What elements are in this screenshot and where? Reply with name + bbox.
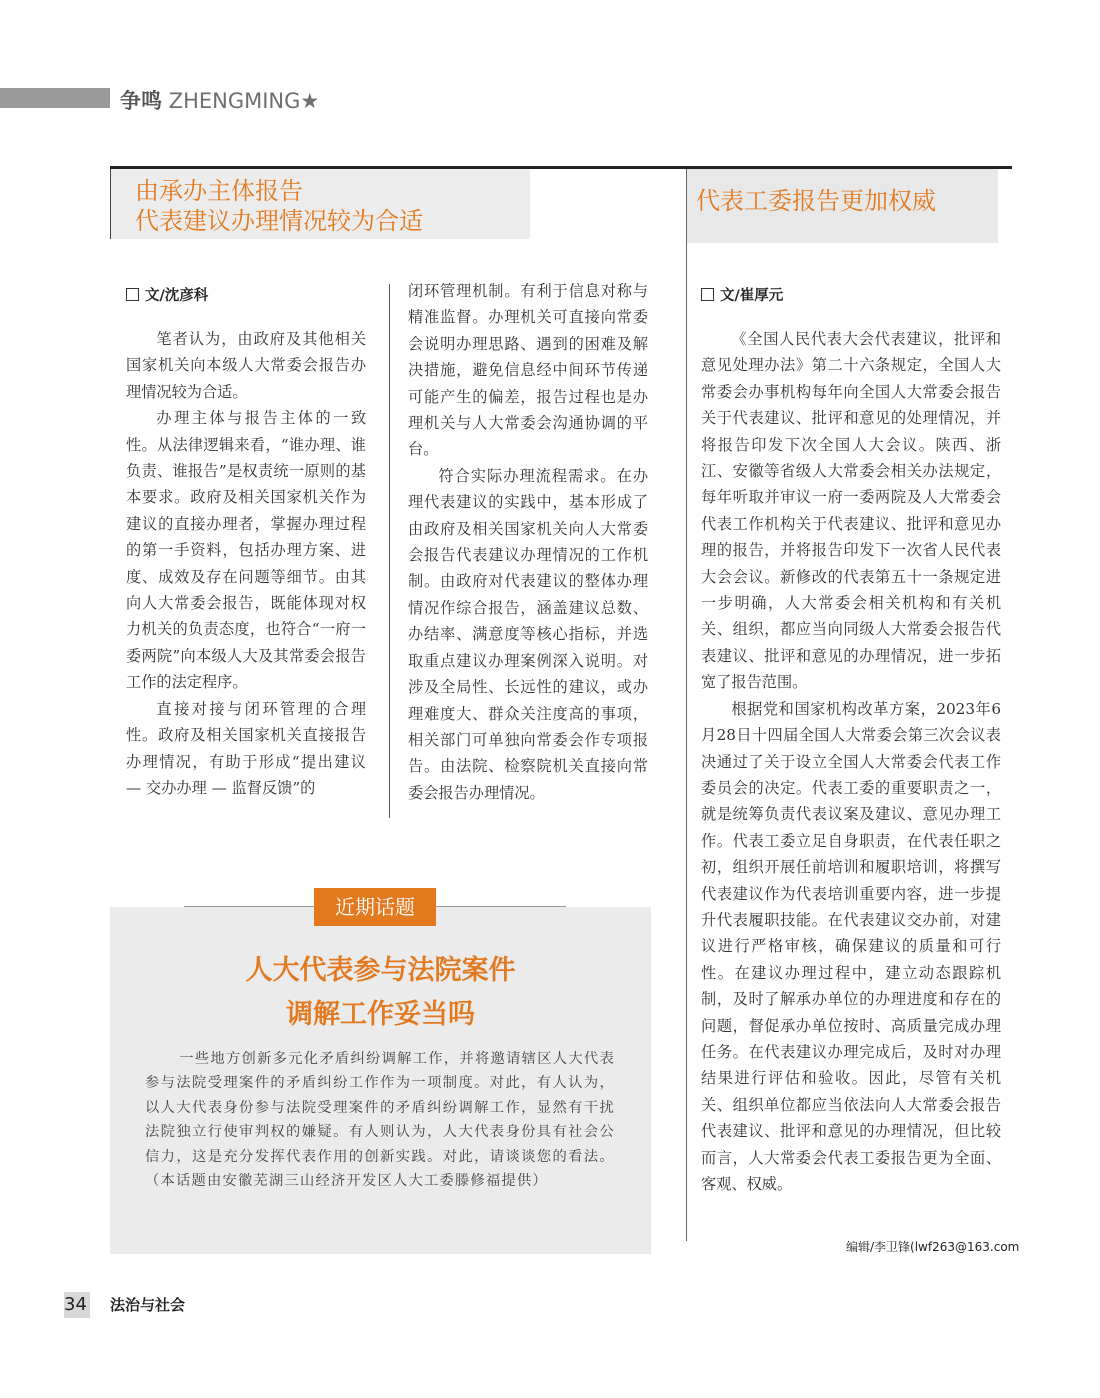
left-article-author: 文/沈彦科 [145, 288, 209, 304]
topic-body: 一些地方创新多元化矛盾纠纷调解工作，并将邀请辖区人大代表参与法院受理案件的矛盾纠纷工作作为一项制度。对此，有人认为，以人大代表身份参与法院受理案件的矛盾纠纷调解工作，显然有干扰法院独立行使审判权的嫌疑。有人则认为，人大代表身份具有社会公信力，这是充分发挥代表作用的创新实践。对此，请谈谈您的看法。（本话题由安徽芜湖三山经济开发区人大工委滕修福提供） [145, 1051, 615, 1190]
column-separator [389, 284, 390, 818]
right-article-title: 代表工委报告更加权威 [696, 187, 936, 215]
topic-title-line1: 人大代表参与法院案件 [245, 955, 516, 986]
topic-badge: 近期话题 [314, 888, 436, 926]
magazine-name: 法治与社会 [110, 1296, 186, 1314]
left-article-column-2 [408, 278, 648, 806]
section-name-en: ZHENGMING [168, 89, 301, 113]
page-number: 34 [64, 1294, 87, 1315]
right-article-byline [701, 284, 783, 305]
paragraph: 《全国人民代表大会代表建议，批评和意见处理办法》第二十六条规定，全国人大常委会办事机构每年向全国人大常委会报告关于代表建议、批评和意见的处理情况，并将报告印发下次全国人大会议。陕西、浙江、安徽等省级人大常委会相关办法规定，每年听取并审议一府一委两院及人大常委会代表工作机构关于代表建议、批评和意见办理的报告，并将报告印发下一次省人民代表大会会议。新修改的代表第五十一条规定进一步明确，人大常委会相关机构和有关机关、组织，都应当向同级人大常委会报告代表建议、批评和意见的办理情况，进一步拓宽了报告范围。 [701, 330, 1001, 692]
left-article-column-1 [126, 326, 366, 801]
paragraph: 笔者认为，由政府及其他相关国家机关向本级人大常委会报告办理情况较为合适。 [126, 330, 366, 401]
section-name-cn: 争鸣 [120, 89, 162, 113]
column-divider [686, 169, 687, 1241]
right-article-author: 文/崔厚元 [720, 288, 784, 304]
left-article-title-line1: 由承办主体报告 [135, 177, 303, 205]
paragraph: 根据党和国家机构改革方案，2023年6月28日十四届全国人大常委会第三次会议表决通过了关于设立全国人大常委会代表工作委员会的决定。代表工委的重要职责之一，就是统筹负责代表议案及建议、意见办理工作。代表工委立足自身职责，在代表任职之初，组织开展任前培训和履职培训，将撰写代表建议作为代表培训重要内容，进一步提升代表履职技能。在代表建议交办前，对建议进行严格审核，确保建议的质量和可行性。在建议办理过程中，建立动态跟踪机制，及时了解承办单位的办理进度和存在的问题，督促承办单位按时、高质量完成办理任务。在代表建议办理完成后，及时对办理结果进行评估和验收。因此，尽管有关机关、组织单位都应当依法向人大常委会报告代表建议、批评和意见的办理情况，但比较而言，人大常委会代表工委报告更为全面、客观、权威。 [701, 699, 1001, 1193]
editor-credit: 编辑/李卫锋(lwf263@163.com [846, 1240, 1020, 1254]
byline-square-icon [126, 288, 139, 301]
paragraph-continuation: 闭环管理机制。有利于信息对称与精准监督。办理机关可直接向常委会说明办理思路、遇到的困难及解决措施，避免信息经中间环节传递可能产生的偏差，报告过程也是办理机关与人大常委会沟通协调的平台。 [408, 282, 648, 459]
star-icon: ★ [300, 89, 320, 113]
paragraph: 办理主体与报告主体的一致性。从法律逻辑来看，“谁办理、谁负责、谁报告”是权责统一原则的基本要求。政府及相关国家机关作为建议的直接办理者，掌握办理过程的第一手资料，包括办理方案、进度、成效及存在问题等细节。由其向人大常委会报告，既能体现对权力机关的负责态度，也符合“一府一委两院”向本级人大及其常委会报告工作的法定程序。 [126, 409, 366, 692]
byline-square-icon [701, 288, 714, 301]
topic-title-line2: 调解工作妥当吗 [286, 999, 475, 1030]
right-article-body [701, 326, 1001, 1197]
paragraph: 符合实际办理流程需求。在办理代表建议的实践中，基本形成了由政府及相关国家机关向人大常委会报告代表建议办理情况的工作机制。由政府对代表建议的整体办理情况作综合报告，涵盖建议总数、办结率、满意度等核心指标，并选取重点建议办理案例深入说明。对涉及全局性、长远性的建议，或办理难度大、群众关注度高的事项，相关部门可单独向常委会作专项报告。由法院、检察院机关直接向常委会报告办理情况。 [408, 466, 648, 802]
right-article-title-box [687, 169, 998, 243]
header-bar [0, 88, 110, 108]
left-article-byline [126, 284, 208, 305]
left-article-title-box [111, 169, 530, 239]
section-header [120, 85, 319, 115]
left-article-title-line2: 代表建议办理情况较为合适 [135, 207, 423, 235]
paragraph: 直接对接与闭环管理的合理性。政府及相关国家机关直接报告办理情况，有助于形成“提出建议 — 交办办理 — 监督反馈”的 [126, 699, 366, 797]
